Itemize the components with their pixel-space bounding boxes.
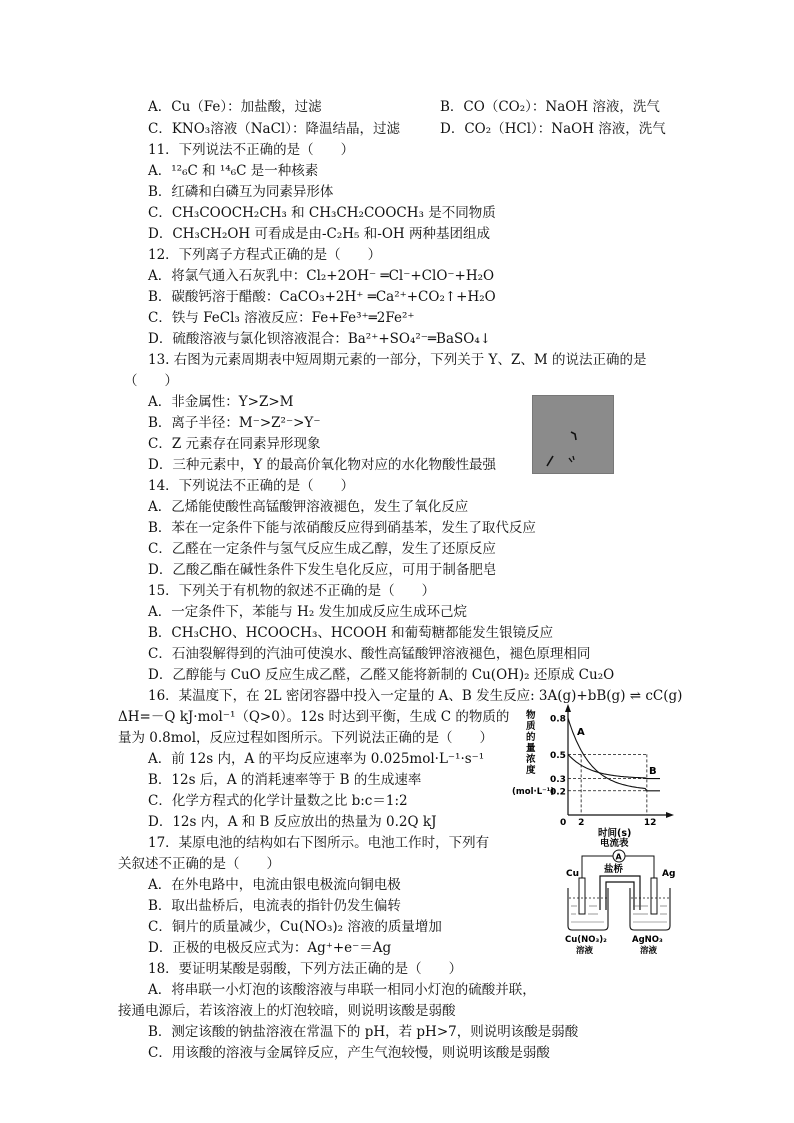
option-line: B．12s 后，A 的消耗速率等于 B 的生成速率 [148,772,422,788]
right-solution-formula: AgNO₃ [632,935,663,945]
question-stem: 13. 右图为元素周期表中短周期元素的一部分，下列关于 Y、Z、M 的说法正确的是 [148,352,647,368]
question-stem: 11．下列说法不正确的是（ ） [148,142,355,158]
y-axis-unit: (mol·L⁻¹) [512,787,555,797]
question-stem: 17．某原电池的结构如右下图所示。电池工作时，下列有 [148,835,490,851]
option-line: B．苯在一定条件下能与浓硝酸反应得到硝基苯，发生了取代反应 [148,520,536,536]
y-tick-label: 0.3 [550,775,566,786]
option-line: A．在外电路中，电流由银电极流向铜电极 [148,877,401,893]
right-solution-word: 溶液 [640,946,658,954]
y-tick-label: 0.5 [550,750,566,761]
option-line: A．非金属性：Y>Z>M [148,394,294,410]
series-line-b [568,754,660,778]
option-line: B．取出盐桥后，电流表的指针仍发生偏转 [148,898,401,914]
option-line: D．正极的电极反应式为：Ag⁺+e⁻＝Ag [148,940,392,956]
concentration-time-chart [510,698,680,840]
option-line: D．CH₃CH₂OH 可看成是由-C₂H₅ 和-OH 两种基团组成 [148,226,490,242]
option-line: C．Z 元素存在同素异形现象 [148,436,321,452]
question-stem: 16．某温度下，在 2L 密闭容器中投入一定量的 A、B 发生反应: 3A(g)+bB(g) ⇌ cC(g) [148,688,683,704]
option-line: B．CO（CO₂）：NaOH 溶液，洗气 [440,99,660,115]
right-beaker [630,888,670,930]
y-axis-label-char: 物 [526,710,536,721]
x-axis-label: 时间(s) [598,828,632,839]
question-stem: 关叙述不正确的是（ ） [118,856,280,872]
option-line: A．一定条件下，苯能与 H₂ 发生加成反应生成环己烷 [148,604,468,620]
option-line: C．化学方程式的化学计量数之比 b:c＝1:2 [148,793,408,809]
option-line: D．CO₂（HCl）：NaOH 溶液，洗气 [440,121,666,137]
y-axis-label-char: 质 [526,721,536,732]
ag-electrode [651,878,657,914]
option-line: B．红磷和白磷互为同素异形体 [148,184,334,200]
option-line: C．CH₃COOCH₂CH₃ 和 CH₃CH₂COOCH₃ 是不同物质 [148,205,496,221]
option-line: A．将串联一小灯泡的该酸溶液与串联一相同小灯泡的硫酸并联， [148,982,536,998]
option-line: A．将氯气通入石灰乳中：Cl₂+2OH⁻ ═Cl⁻+ClO⁻+H₂O [148,268,495,284]
ammeter-symbol: A [615,852,622,862]
option-line: 接通电源后，若该溶液上的灯泡较暗，则说明该酸是弱酸 [118,1003,456,1019]
option-line: D．硫酸溶液与氯化钡溶液混合：Ba²⁺+SO₄²⁻═BaSO₄↓ [148,331,492,347]
question-stem: 量为 0.8mol，反应过程如图所示。下列说法正确的是（ ） [118,730,494,746]
question-stem: 12．下列离子方程式正确的是（ ） [148,247,382,263]
x-tick-label: 2 [578,818,585,828]
option-line: C．用该酸的溶液与金属锌反应，产生气泡较慢，则说明该酸是弱酸 [148,1045,550,1061]
ag-electrode-label: Ag [662,869,676,879]
option-line: A．¹²₆C 和 ¹⁴₆C 是一种核素 [148,163,319,179]
periodic-table-image [532,395,614,474]
option-line: C．KNO₃溶液（NaCl）：降温结晶，过滤 [148,121,400,137]
question-stem: 14．下列说法不正确的是（ ） [148,478,355,494]
left-solution-formula: Cu(NO₃)₂ [565,935,607,945]
y-axis-label [526,709,536,776]
option-line: C．铁与 FeCl₃ 溶液反应：Fe+Fe³⁺═2Fe²⁺ [148,310,415,326]
salt-bridge-label: 盐桥 [604,864,624,875]
y-axis-label-char: 的 [526,732,536,743]
option-line: B．碳酸钙溶于醋酸：CaCO₃+2H⁺ ═Ca²⁺+CO₂↑+H₂O [148,289,496,305]
curve-label-a: A [577,727,585,738]
option-line: B．测定该酸的钠盐溶液在常温下的 pH，若 pH>7，则说明该酸是弱酸 [148,1024,579,1040]
x-tick-label: 0 [560,818,567,828]
question-stem: 18．要证明某酸是弱酸，下列方法正确的是（ ） [148,961,463,977]
option-line: C．乙醛在一定条件与氢气反应生成乙醇，发生了还原反应 [148,541,496,557]
option-line: C．铜片的质量减少，Cu(NO₃)₂ 溶液的质量增加 [148,919,442,935]
salt-bridge [600,876,640,910]
option-line: B．离子半径：M⁻>Z²⁻>Y⁻ [148,415,321,431]
y-axis-label-char: 度 [526,765,536,776]
option-line: A．Cu（Fe）：加盐酸，过滤 [148,99,322,115]
x-tick-label: 12 [643,818,657,828]
option-line: B．CH₃CHO、HCOOCH₃、HCOOH 和葡萄糖都能发生银镜反应 [148,625,554,641]
question-stem: 15．下列关于有机物的叙述不正确的是（ ） [148,583,436,599]
option-line: A．前 12s 内，A 的平均反应速率为 0.025mol·L⁻¹·s⁻¹ [148,751,485,767]
curve-label-b: B [649,766,657,777]
option-line: D．12s 内，A 和 B 反应放出的热量为 0.2Q kJ [148,814,437,830]
question-stem: ΔH=－Q kJ·mol⁻¹（Q>0）。12s 时达到平衡，生成 C 的物质的 [118,709,510,725]
cu-electrode [579,878,585,914]
y-axis-label-char: 浓 [526,754,536,765]
periodic-table-marks [533,396,613,473]
chart-tick-labels [550,715,656,828]
option-line: A．乙烯能使酸性高锰酸钾溶液褪色，发生了氧化反应 [148,499,469,515]
cu-electrode-label: Cu [566,869,580,879]
y-axis-label-char: 量 [526,743,536,754]
option-line: C．石油裂解得到的汽油可使溴水、酸性高锰酸钾溶液褪色，褪色原理相同 [148,646,591,662]
option-line: D．乙醇能与 CuO 反应生成乙醛，乙醛又能将新制的 Cu(OH)₂ 还原成 Cu₂O [148,667,615,683]
galvanic-cell-diagram [562,836,682,954]
option-line: D．三种元素中，Y 的最高价氧化物对应的水化物酸性最强 [148,457,497,473]
ammeter-label: 电流表 [600,838,629,849]
y-tick-label: 0.2 [550,787,566,798]
option-line: D．乙酸乙酯在碱性条件下发生皂化反应，可用于制备肥皂 [148,562,497,578]
question-stem: （ ） [124,373,178,389]
chart-dash-lines [568,754,647,815]
left-beaker [568,888,608,930]
y-tick-label: 0.8 [550,714,566,725]
left-solution-word: 溶液 [576,946,594,954]
